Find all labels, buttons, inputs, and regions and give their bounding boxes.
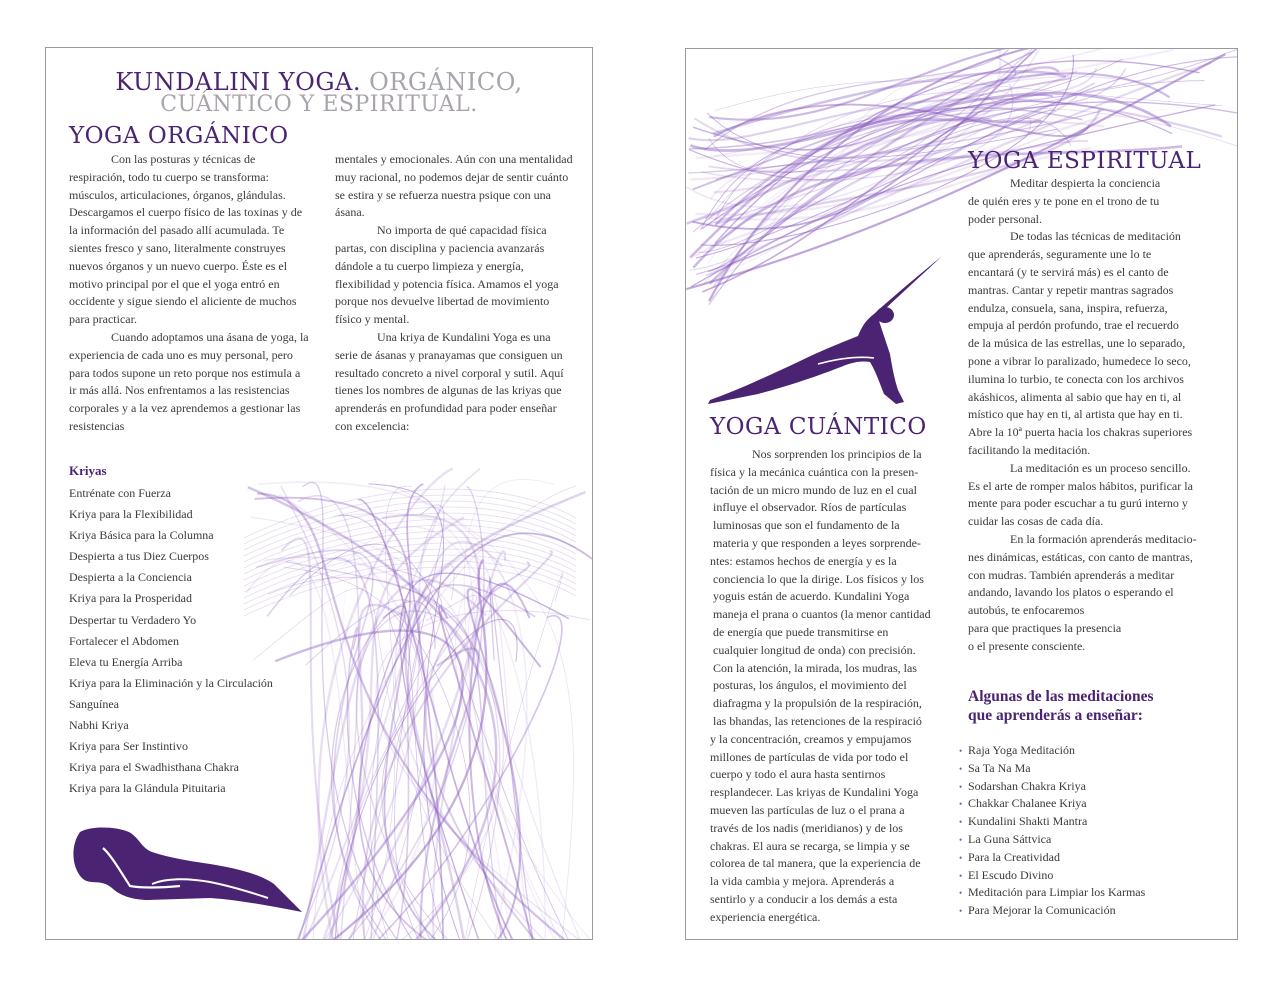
meditation-item: [959, 902, 1145, 920]
meditation-item: [959, 742, 1145, 760]
meditation-label: Sa Ta Na Ma: [968, 760, 1031, 775]
meditation-item: [959, 884, 1145, 902]
meditation-label: Para la Creatividad: [968, 849, 1060, 864]
meditation-label: Sodarshan Chakra Kriya: [968, 778, 1086, 793]
meditation-item: [959, 831, 1145, 849]
meditation-label: Chakkar Chalanee Kriya: [968, 796, 1087, 811]
meditation-item: [959, 760, 1145, 778]
text-line: diafragma y la propulsión de la respiración,: [713, 696, 922, 711]
kriya-item: Nabhi Kriya: [69, 718, 129, 733]
text-line: De todas las técnicas de meditación: [1010, 229, 1181, 244]
text-line: En la formación aprenderás meditacio-: [1010, 531, 1197, 546]
meditations-list: [959, 742, 1145, 920]
text-line: Meditar despierta la conciencia: [1010, 176, 1161, 190]
kriya-item: Kriya para el Swadhisthana Chakra: [69, 760, 239, 775]
kriya-item: Kriya Básica para la Columna: [69, 528, 214, 543]
bullet-icon: •: [959, 834, 963, 845]
text-line: autobús, te enfocaremos: [968, 603, 1085, 618]
yoga-pose-triangle-icon: [708, 254, 946, 406]
meditation-item: [959, 778, 1145, 796]
text-line: Nos sorprenden los principios de la: [752, 447, 922, 461]
bullet-icon: •: [959, 906, 963, 917]
bullet-icon: •: [959, 746, 963, 756]
text-line: materia y que responden a leyes sorprende-: [713, 535, 921, 550]
organic-text-column-1: [69, 151, 309, 436]
text-line: física y la mecánica cuántica con la presen-: [710, 464, 919, 479]
text-line: Con la atención, la mirada, los mudras, las: [713, 660, 917, 675]
kriya-item: Kriya para la Eliminación y la Circulación: [69, 675, 273, 690]
text-line: sentirlo y a conducir a los demás a esta: [710, 891, 898, 906]
organic-text-column-2: [335, 151, 573, 436]
text-line: ilumina lo turbio, te conecta con los archivos: [968, 371, 1184, 386]
text-line: ntes: estamos hechos de energía y es la: [710, 553, 897, 568]
bullet-icon: •: [959, 817, 963, 828]
kriya-item: Kriya para la Flexibilidad: [69, 507, 193, 522]
spiritual-text: [968, 175, 1223, 656]
text-line: tación de un micro mundo de luz en el cual: [710, 482, 917, 497]
text-line: que aprenderás, seguramente une lo te: [968, 247, 1152, 262]
bullet-icon: •: [959, 799, 963, 810]
paragraph: mentales y emocionales. Aún con una mentalidad muy racional, no podemos dejar de sentir cuánto se estira y se refuerza nuestra psique con una ásana.: [335, 152, 573, 220]
yoga-pose-bow-icon: [70, 826, 305, 918]
spiritual-heading: YOGA ESPIRITUAL: [968, 148, 1202, 174]
meditation-label: El Escudo Divino: [968, 867, 1054, 882]
text-line: andando, lavando los platos o esperando el: [968, 585, 1174, 600]
meditation-label: Para Mejorar la Comunicación: [968, 903, 1116, 918]
text-line: millones de partículas de vida por todo el: [710, 749, 909, 764]
bullet-icon: •: [959, 852, 963, 863]
text-line: las bhandas, las retenciones de la respiració: [713, 713, 922, 728]
kriya-item: Despertar tu Verdadero Yo: [69, 612, 197, 627]
text-line: akáshicos, alimenta al sabio que hay en ti, al: [968, 389, 1182, 404]
meditation-item: [959, 813, 1145, 831]
text-line: influye el observador. Ríos de partículas: [713, 500, 907, 515]
text-line: conciencia lo que la dirige. Los físicos y los: [713, 571, 924, 586]
paragraph: Cuando adoptamos una ásana de yoga, la experiencia de cada uno es muy personal, pero para todos supone un reto porque nos estimula a ir más allá. Nos enfrentamos a las resistencias corporales y a la vez aprendemos a gestionar las resistencias: [69, 329, 309, 433]
text-line: Abre la 10ª puerta hacia los chakras superiores: [968, 425, 1193, 440]
kriya-item: Kriya para Ser Instintivo: [69, 739, 188, 754]
meditation-item: [959, 867, 1145, 885]
text-line: través de los nadis (meridianos) y de los: [710, 820, 903, 835]
text-line: maneja el prana o cuantos (la menor cantidad: [713, 607, 931, 622]
kriya-item: Despierta a la Conciencia: [69, 570, 192, 585]
text-line: o el presente consciente.: [968, 638, 1086, 653]
kriya-item: Kriya para la Glándula Pituitaria: [69, 781, 226, 796]
kriya-item: Fortalecer el Abdomen: [69, 633, 179, 648]
text-line: cuerpo y todo el aura hasta sentirnos: [710, 767, 886, 782]
text-line: de quién eres y te pone en el trono de tu: [968, 193, 1160, 208]
text-line: mantras. Cantar y repetir mantras sagrados: [968, 282, 1174, 297]
bullet-icon: •: [959, 781, 963, 792]
title-kundalini: KUNDALINI YOGA.: [115, 68, 361, 96]
quantum-text: [710, 446, 950, 927]
meditation-label: La Guna Sáttvica: [968, 831, 1052, 846]
text-line: con mudras. También aprenderás a meditar: [968, 567, 1175, 582]
kriya-item: Kriya para la Prosperidad: [69, 591, 192, 606]
swirl-stroke: [693, 52, 1032, 150]
kriya-item: Entrénate con Fuerza: [69, 486, 171, 500]
meditation-item: [959, 795, 1145, 813]
kriya-item: Sanguínea: [69, 696, 119, 711]
title-organico: ORGÁNICO,: [369, 68, 523, 96]
text-line: posturas, los ángulos, el movimiento del: [713, 678, 907, 693]
text-line: de la música de las estrellas, une lo separado,: [968, 336, 1186, 351]
paragraph: Con las posturas y técnicas de respiración, todo tu cuerpo se transforma: músculos, articulaciones, órganos, glándulas. Descargamos el cuerpo físico de las toxinas y de la información del pasado allí acumulada. Te sientes fresco y sano, literalmente construyes nuevos órganos y un nuevo cuerpo. Éste es el motivo principal por el que el yoga entró en occidente y sigue siendo el aliciente de muchos para practicar.: [69, 152, 303, 327]
text-line: cuidar las cosas de cada día.: [968, 514, 1104, 529]
paragraph: Una kriya de Kundalini Yoga es una serie de ásanas y pranayamas que consiguen un resultado concreto a nivel corporal y sutil. Aquí tienes los nombres de algunas de las kriyas que aprenderás en profundidad para poder enseñar con excelencia:: [335, 329, 564, 433]
kriyas-list: [69, 483, 273, 799]
meditations-heading-line-1: Algunas de las meditaciones: [968, 688, 1154, 705]
text-line: encantará (y te servirá más) es el canto de: [968, 264, 1169, 279]
right-page: [685, 48, 1238, 940]
text-line: experiencia energética.: [710, 909, 821, 924]
bullet-icon: •: [959, 763, 963, 774]
meditations-heading: [968, 687, 1154, 725]
meditation-label: Kundalini Shakti Mantra: [968, 814, 1088, 829]
organic-heading: YOGA ORGÁNICO: [69, 123, 289, 149]
text-line: y la concentración, creamos y empujamos: [710, 731, 912, 746]
kriya-item: Despierta a tus Diez Cuerpos: [69, 549, 209, 564]
text-line: pone a vibrar lo paralizado, humedece lo seco,: [968, 353, 1191, 368]
meditations-heading-line-2: que aprenderás a enseñar:: [968, 707, 1143, 724]
text-line: colorea de tal manera, que la experiencia de: [710, 856, 921, 871]
text-line: La meditación es un proceso sencillo.: [1010, 460, 1191, 475]
text-line: resplandecer. Las kriyas de Kundalini Yoga: [710, 785, 919, 800]
text-line: de energía que puede transmitirse en: [713, 624, 889, 639]
text-line: mueven las partículas de luz o el prana a: [710, 802, 905, 817]
meditation-item: [959, 849, 1145, 867]
bullet-icon: •: [959, 888, 963, 899]
text-line: poder personal.: [968, 211, 1042, 226]
text-line: la vida cambia y mejora. Aprenderás a: [710, 874, 895, 889]
text-line: empuja al perdón profundo, trae el recuerdo: [968, 318, 1179, 333]
text-line: chakras. El aura se recarga, se limpia y se: [710, 838, 910, 853]
text-line: místico que hay en ti, al artista que hay en ti.: [968, 407, 1183, 422]
meditation-label: Meditación para Limpiar los Karmas: [968, 885, 1146, 900]
text-line: mente para poder escuchar a tu gurú interno y: [968, 496, 1188, 511]
meditation-label: Raja Yoga Meditación: [968, 743, 1075, 757]
kriya-item: Eleva tu Energía Arriba: [69, 654, 183, 669]
text-line: yoguis están de acuerdo. Kundalini Yoga: [713, 589, 910, 604]
text-line: para que practiques la presencia: [968, 620, 1122, 635]
brochure-title-line-2: CUÁNTICO Y ESPIRITUAL.: [160, 92, 478, 117]
text-line: Es el arte de romper malos hábitos, purificar la: [968, 478, 1193, 493]
left-page: [45, 47, 593, 940]
kriyas-heading: Kriyas: [69, 463, 107, 478]
bullet-icon: •: [959, 870, 963, 881]
text-line: facilitando la meditación.: [968, 442, 1091, 457]
text-line: endulza, consuela, sana, inspira, refuerza,: [968, 300, 1168, 315]
paragraph: No importa de qué capacidad física partas, con disciplina y paciencia avanzarás dándole a tu cuerpo limpieza y energía, flexibilidad y potencia física. Amamos el yoga porque nos devuelve libertad de movimiento físico y mental.: [335, 223, 559, 327]
quantum-heading: YOGA CUÁNTICO: [710, 414, 927, 440]
text-line: nes dinámicas, estáticas, con canto de mantras,: [968, 549, 1193, 564]
text-line: luminosas que son el fundamento de la: [713, 518, 900, 533]
text-line: cualquier longitud de onda) con precisión.: [713, 642, 916, 657]
